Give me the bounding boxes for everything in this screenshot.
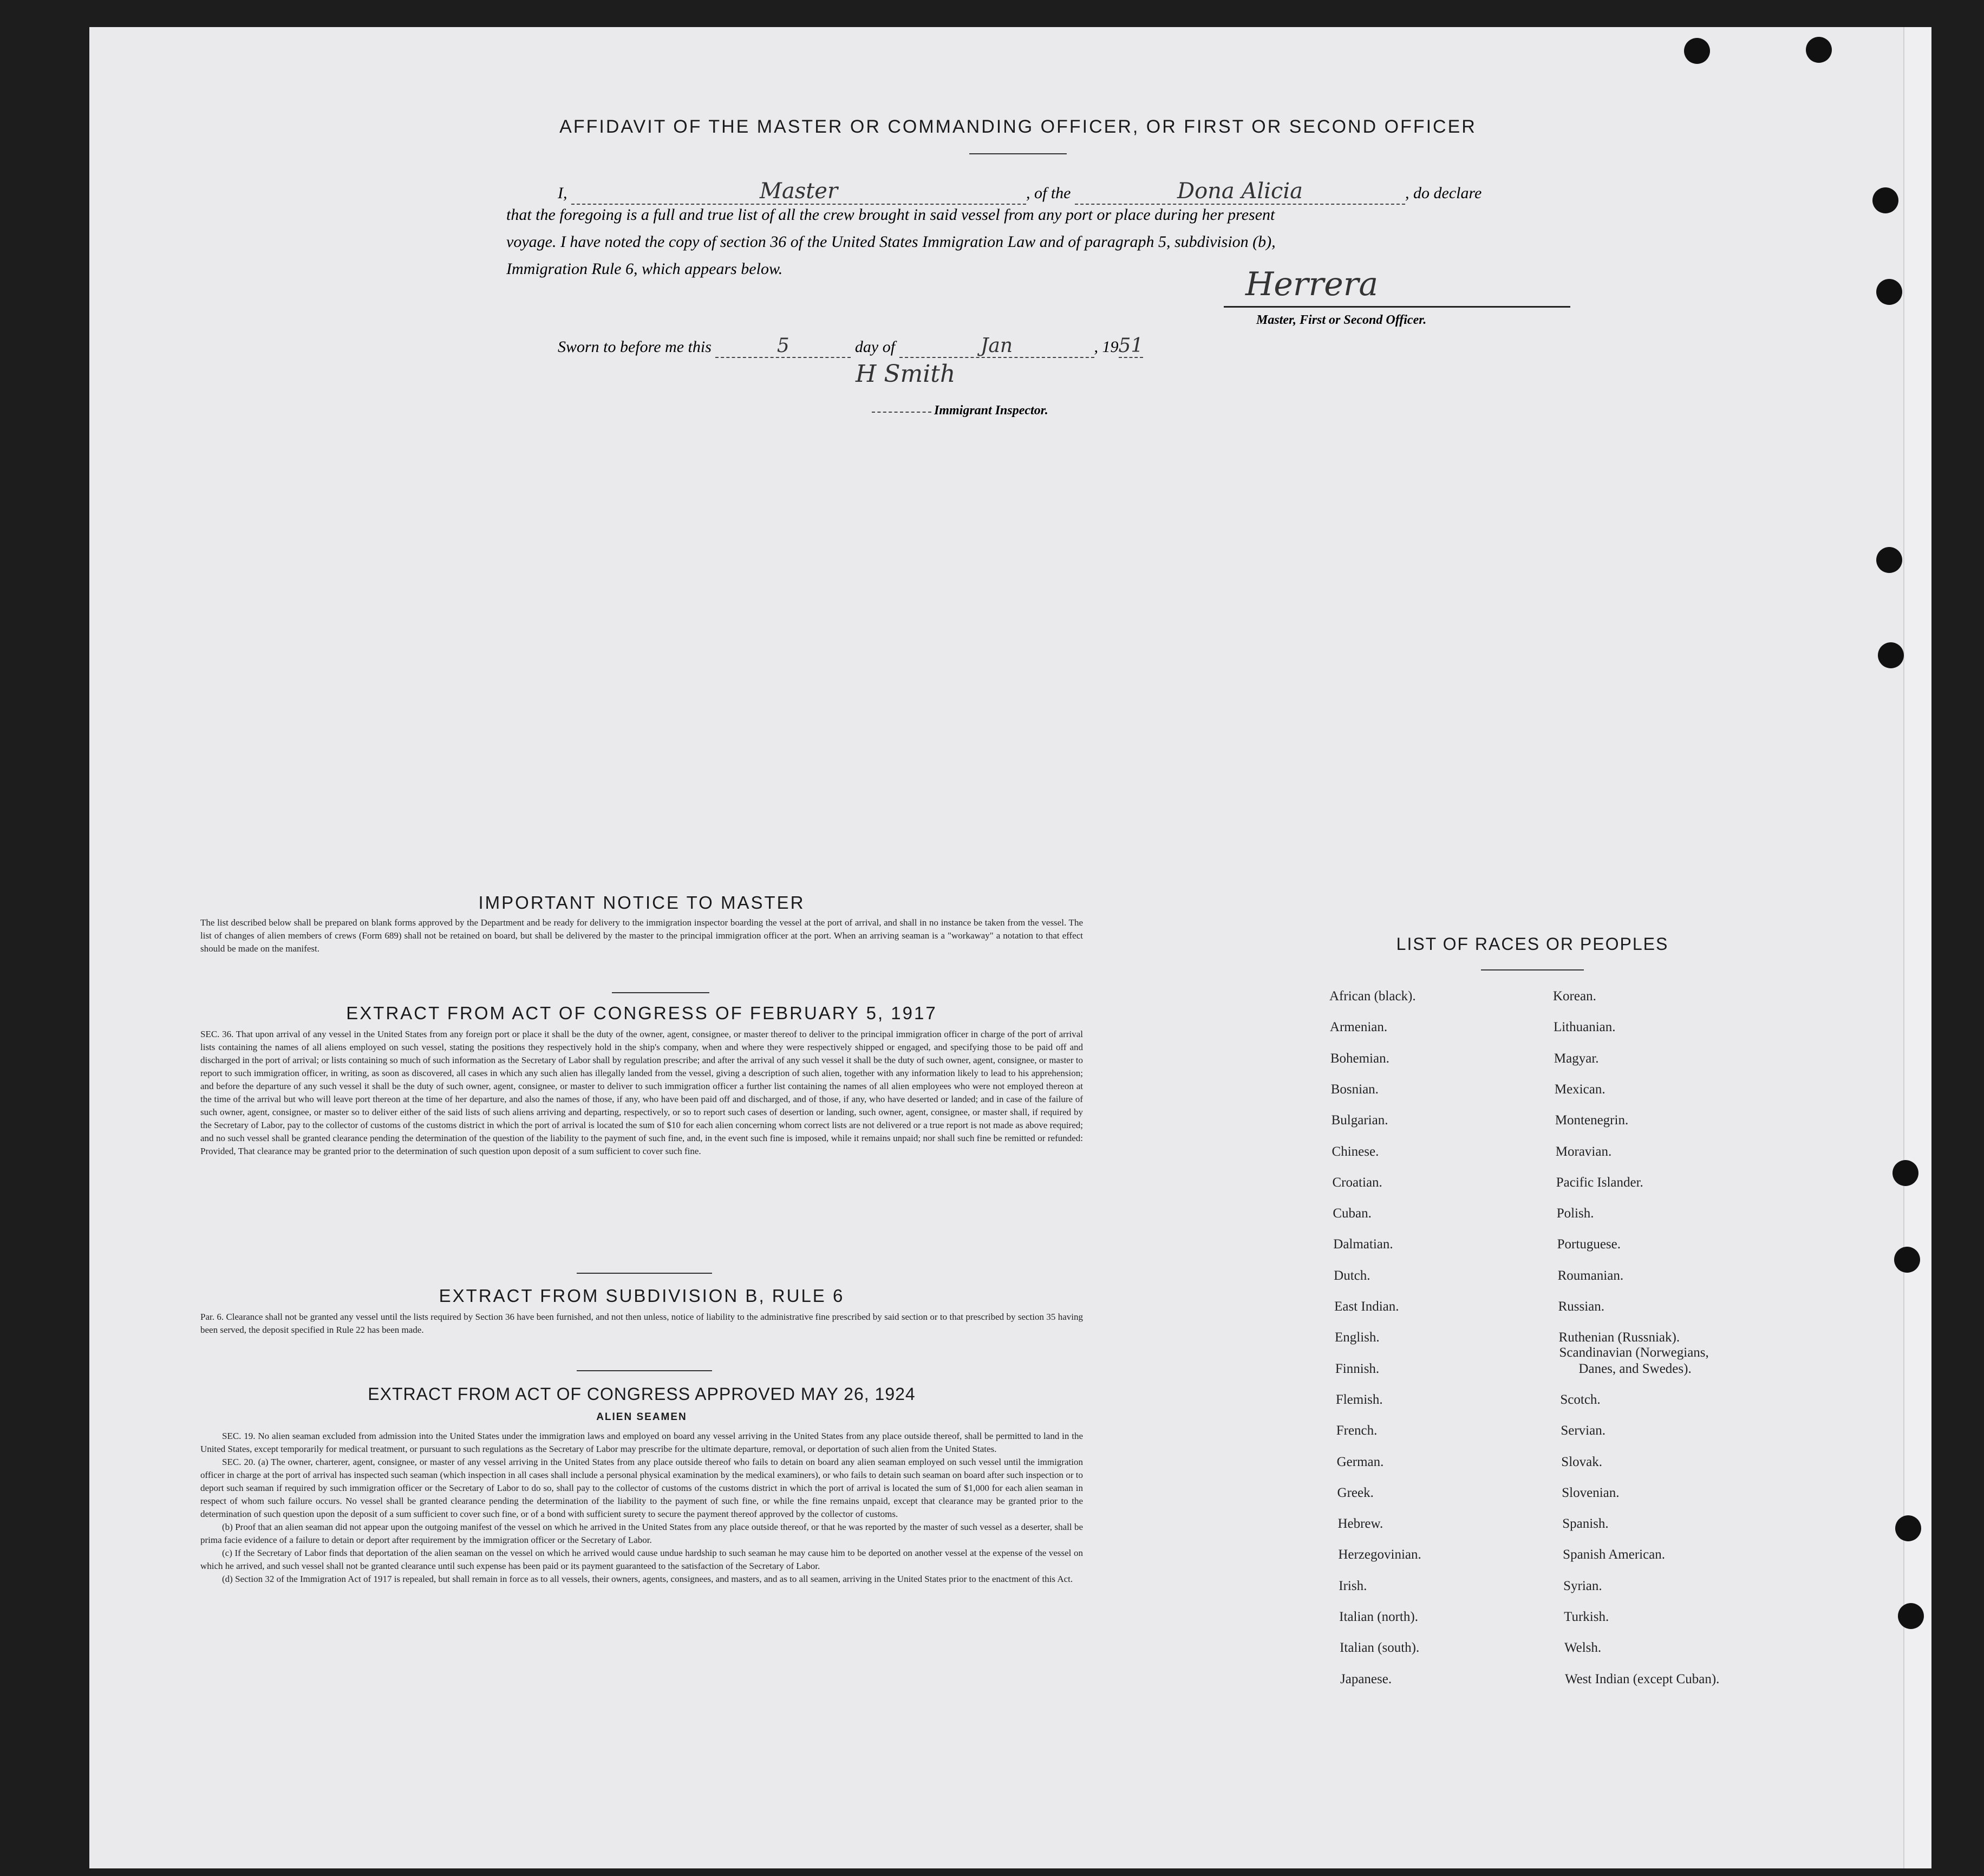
binder-hole [1806, 37, 1832, 63]
race-item: Italian (north). [1339, 1610, 1418, 1624]
sworn-day-field: 5 [715, 335, 851, 358]
extract-1924-subtitle: ALIEN SEAMEN [596, 1411, 687, 1423]
race-item: African (black). [1329, 989, 1416, 1004]
race-item: Moravian. [1555, 1144, 1612, 1159]
divider [1481, 969, 1584, 970]
race-item: Cuban. [1333, 1206, 1372, 1221]
race-item: Scotch. [1560, 1392, 1601, 1407]
race-item: Welsh. [1564, 1640, 1602, 1656]
race-item: Mexican. [1554, 1082, 1606, 1097]
race-item: Chinese. [1332, 1144, 1379, 1159]
inspector-signature: H Smith [856, 360, 956, 388]
race-item: Dutch. [1334, 1268, 1370, 1283]
binder-hole [1892, 1160, 1918, 1186]
race-item: German. [1336, 1454, 1384, 1469]
race-item: Russian. [1558, 1299, 1604, 1314]
binder-hole [1872, 187, 1898, 213]
sworn-year-field: 51 [1118, 335, 1144, 357]
sworn-month-field: Jan [899, 335, 1094, 358]
race-item: Greek. [1337, 1485, 1374, 1500]
race-item: Spanish. [1562, 1516, 1609, 1532]
divider [577, 1370, 712, 1371]
race-item: Armenian. [1329, 1020, 1388, 1035]
race-item: Croatian. [1332, 1175, 1382, 1190]
next-sheet-edge [1903, 27, 1931, 1868]
extract-1917-title: EXTRACT FROM ACT OF CONGRESS OF FEBRUARY 5, 1917 [346, 1003, 937, 1023]
divider [969, 153, 1067, 154]
race-item: Irish. [1339, 1578, 1367, 1593]
rule6-title: EXTRACT FROM SUBDIVISION B, RULE 6 [439, 1286, 845, 1306]
master-signature: Herrera [1245, 265, 1379, 303]
affidavit-line3: voyage. I have noted the copy of section 36 of the United States Immigration Law and of paragraph 5, subdivision (b), [506, 233, 1276, 251]
rule6-body: Par. 6. Clearance shall not be granted any vessel until the lists required by Section 36 have been furnished, and not then unless, notice of liability to the administrative fine prescribed by said section or to that prescribed by section 35 having been served, the deposit specified in Rule 22 has been made. [200, 1312, 1083, 1335]
race-item: Herzegovinian. [1338, 1547, 1421, 1562]
race-item: Spanish American. [1563, 1547, 1666, 1562]
inspector-line [872, 412, 931, 413]
affidavit-prefix: I, [558, 184, 567, 202]
race-item: Japanese. [1340, 1671, 1392, 1686]
race-item: Magyar. [1554, 1051, 1599, 1066]
race-item: Hebrew. [1337, 1516, 1383, 1532]
race-item: Pacific Islander. [1556, 1175, 1643, 1190]
sec-20d-paragraph: (d) Section 32 of the Immigration Act of 1917 is repealed, but shall remain in force as to all vessels, their owners, agents, consignees, and masters, and as to all seamen, arriving in the United States prior to the enactment of this Act. [222, 1574, 1073, 1584]
race-item: Bohemian. [1330, 1051, 1389, 1066]
notice-title: IMPORTANT NOTICE TO MASTER [478, 893, 805, 913]
affidavit-line2: that the foregoing is a full and true list of all the crew brought in said vessel from any port or place during her present [506, 206, 1275, 224]
race-item: Portuguese. [1557, 1237, 1621, 1252]
race-item: Lithuanian. [1553, 1020, 1616, 1035]
race-item: Flemish. [1335, 1392, 1383, 1407]
binder-hole [1898, 1603, 1924, 1629]
race-item: Dalmatian. [1333, 1237, 1393, 1252]
binder-hole [1876, 279, 1902, 305]
signature-line [1224, 306, 1570, 308]
race-item: Polish. [1556, 1206, 1594, 1221]
race-item: West Indian (except Cuban). [1565, 1671, 1720, 1686]
race-item: Scandinavian (Norwegians, [1559, 1345, 1709, 1360]
extract-1917-body: SEC. 36. That upon arrival of any vessel in the United States from any foreign port or place it shall be the duty of the owner, agent, consignee, or master thereof to deliver to the principal immigration officer in charge of the port of arrival lists containing the names of all aliens employed on such vessel, stating the positions they respectively hold in the ship's company, when and where they were respectively shipped or engaged, and specifying those to be paid off and discharged in the port of arrival; or lists containing so much of such information as the Secretary of Labor shall by regulation prescribe; and after the arrival of any such vessel it shall be the duty of such owner, agent, consignee, or master to report to such immigration officer, in writing, as soon as discovered, all cases in which any such alien has illegally landed from the vessel, giving a description of such alien, together with any information likely to lead to his apprehension; and before the departure of any such vessel it shall be the duty of such owner, agent, consignee, or master to deliver to such immigration officer a further list containing the names of all alien employees who were not employed thereon at the time of the arrival but who will leave port thereon at the time of her departure, and also the names of those, if any, who have been paid off and discharged, and of those, if any, who have deserted or landed; and in case of the failure of such owner, agent, consignee, or master so to deliver either of the said lists of such aliens arriving and departing, respectively, or so to report such cases of desertion or landing, such owner, agent, consignee, or master shall, if required by the Secretary of Labor, pay to the collector of customs of the customs district in which the port of arrival is located the sum of $10 for each alien concerning whom correct lists are not delivered or a true report is not made as above required; and no such vessel shall be granted clearance pending the determination of the question of the liability to the payment of such fine, and, in the event such fine is imposed, while it remains unpaid; nor shall such fine be remitted or refunded: Provided, That clearance may be granted prior to the determination of such question upon deposit of a sum sufficient to cover such fine. [200, 1029, 1083, 1156]
inspector-caption: Immigrant Inspector. [934, 403, 1048, 418]
race-item: Danes, and Swedes). [1578, 1361, 1692, 1376]
race-item: Italian (south). [1340, 1640, 1420, 1656]
race-item: Korean. [1553, 989, 1596, 1004]
sworn-line [558, 335, 1316, 358]
races-title: LIST OF RACES OR PEOPLES [1396, 934, 1669, 954]
race-item: Servian. [1561, 1423, 1606, 1438]
extract-1924-body [200, 1430, 1083, 1586]
divider [612, 992, 709, 993]
race-item: Montenegrin. [1555, 1113, 1629, 1128]
race-item: English. [1335, 1330, 1380, 1345]
affidavit-title: AFFIDAVIT OF THE MASTER OR COMMANDING OFFICER, OR FIRST OR SECOND OFFICER [559, 116, 1477, 137]
sworn-day-word: day of [854, 338, 896, 356]
extract-1924-title: EXTRACT FROM ACT OF CONGRESS APPROVED MAY 26, 1924 [368, 1384, 916, 1404]
binder-hole [1895, 1515, 1921, 1541]
sec-20a-paragraph: SEC. 20. (a) The owner, charterer, agent, consignee, or master of any vessel arriving in the United States from any place outside thereof who fails to detain on board any alien seaman employed on such vessel until the immigration officer in charge at the port of arrival has inspected such seaman (which inspection in all cases shall include a personal physical examination by the medical examiners), or who fails to detain such seaman on board after such inspection or to deport such seaman if required by such immigration officer or the Secretary of Labor to do so, shall pay to the collector of customs of the customs district in which the port of arrival is located the sum of $1,000 for each alien seaman in respect of whom such failure occurs. No vessel shall be granted clearance pending the determination of the liability to the payment of such fine, or while the fine remains unpaid, except that clearance may be granted prior to the determination of such question upon the deposit of a sum sufficient to cover such fine, or of a bond with sufficient surety to secure the payment thereof approved by the collector of customs. [200, 1457, 1083, 1519]
divider [577, 1273, 712, 1274]
binder-hole [1876, 547, 1902, 573]
vessel-name-field: Dona Alicia [1075, 179, 1405, 205]
sworn-prefix: Sworn to before me this [558, 338, 712, 356]
binder-hole [1878, 642, 1904, 668]
signature-caption: Master, First or Second Officer. [1256, 313, 1427, 327]
race-item: French. [1336, 1423, 1378, 1438]
sworn-year-prefix: , 19 [1094, 338, 1119, 356]
master-name-field: Master [571, 179, 1026, 205]
sec-19-paragraph: SEC. 19. No alien seaman excluded from admission into the United States under the immigration laws and employed on board any vessel arriving in the United States from any place outside thereof, shall be permitted to land in the United States, except temporarily for medical treatment, or pursuant to such regulations as the Secretary of Labor may prescribe for the ultimate departure, removal, or deportation of such alien from the United States. [200, 1431, 1083, 1454]
race-item: Roumanian. [1557, 1268, 1624, 1283]
race-item: Finnish. [1335, 1361, 1380, 1376]
binder-hole [1684, 38, 1710, 64]
race-item: Turkish. [1564, 1610, 1609, 1624]
sec-20c-paragraph: (c) If the Secretary of Labor finds that deportation of the alien seaman on the vessel on which he arrived would cause undue hardship to such seaman he may cause him to be deported on another vessel at the expense of the vessel on which he arrived, and such vessel shall not be granted clearance until such expense has been paid or its payment guaranteed to the satisfaction of the Secretary of Labor. [200, 1548, 1083, 1571]
affidavit-line4: Immigration Rule 6, which appears below. [506, 260, 783, 278]
race-item: Slovak. [1561, 1454, 1602, 1469]
binder-hole [1894, 1247, 1920, 1273]
affidavit-middle: , of the [1026, 184, 1071, 202]
race-item: Syrian. [1563, 1578, 1602, 1593]
race-item: Bulgarian. [1331, 1113, 1388, 1128]
notice-body: The list described below shall be prepared on blank forms approved by the Department and be ready for delivery to the immigration inspector boarding the vessel at the port of arrival, and shall in no instance be taken from the vessel. The list of changes of alien members of crews (Form 689) shall not be retained on board, but shall be delivered by the master to the principal immigration officer at the port. When an arriving seaman is a "workaway" a notation to that effect should be made on the manifest. [200, 917, 1083, 954]
race-item: Ruthenian (Russniak). [1558, 1330, 1680, 1345]
affidavit-line1 [558, 179, 1532, 205]
affidavit-suffix: , do declare [1405, 184, 1482, 202]
race-item: Bosnian. [1330, 1082, 1379, 1097]
sec-20b-paragraph: (b) Proof that an alien seaman did not appear upon the outgoing manifest of the vessel on which he arrived in the United States from any place outside thereof, or that he was reported by the master of such vessel as a deserter, shall be prima facie evidence of a failure to detain or deport after requirement by the immigration officer or the Secretary of Labor. [200, 1522, 1083, 1545]
race-item: East Indian. [1334, 1299, 1399, 1314]
race-item: Slovenian. [1562, 1485, 1620, 1500]
